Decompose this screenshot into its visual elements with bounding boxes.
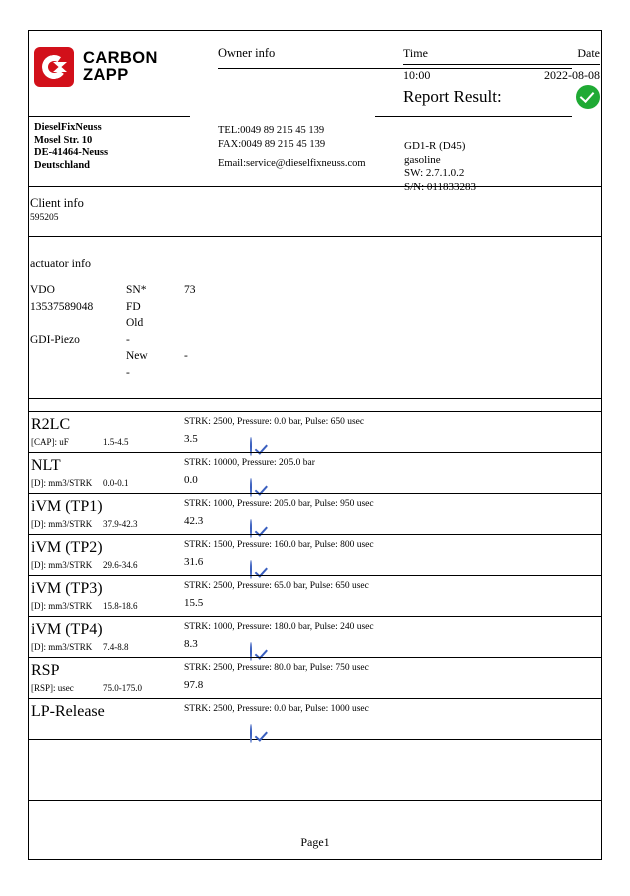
test-name: R2LC bbox=[31, 416, 71, 433]
time-value: 10:00 bbox=[403, 68, 431, 82]
client-divider bbox=[28, 236, 602, 237]
test-range: 75.0-175.0 bbox=[103, 683, 142, 693]
test-value: 8.3 bbox=[184, 638, 198, 650]
test-unit: [D]: mm3/STRK bbox=[31, 519, 93, 529]
test-row bbox=[28, 575, 602, 616]
actuator-cell: GDI-Piezo bbox=[30, 333, 80, 346]
owner-info-label: Owner info bbox=[218, 46, 276, 60]
test-range: 37.9-42.3 bbox=[103, 519, 138, 529]
test-range: 29.6-34.6 bbox=[103, 560, 138, 570]
owner-info-block bbox=[218, 46, 398, 69]
actuator-cell: New bbox=[126, 350, 148, 362]
test-name: RSP bbox=[31, 662, 60, 679]
test-value: 31.6 bbox=[184, 556, 204, 568]
device-model: GD1-R (D45) bbox=[404, 140, 466, 152]
actuator-row bbox=[30, 299, 430, 316]
actuator-divider bbox=[28, 398, 602, 399]
device-serial-number: S/N: 011833283 bbox=[404, 180, 477, 193]
actuator-cell: - bbox=[126, 333, 130, 346]
test-params: STRK: 1000, Pressure: 205.0 bar, Pulse: 950 usec bbox=[184, 499, 374, 509]
test-params: STRK: 2500, Pressure: 65.0 bar, Pulse: 650 usec bbox=[184, 581, 369, 591]
report-result-pass-icon bbox=[576, 85, 600, 109]
actuator-row bbox=[30, 365, 430, 382]
actuator-cell: 13537589048 bbox=[30, 300, 94, 313]
logo-wordmark bbox=[83, 50, 158, 84]
time-date-divider bbox=[375, 68, 572, 69]
company-contact bbox=[218, 124, 366, 171]
test-name: NLT bbox=[31, 457, 61, 474]
test-status-pending-icon bbox=[250, 724, 252, 743]
address-line-1: DieselFixNeuss bbox=[34, 122, 102, 133]
actuator-cell bbox=[30, 365, 126, 382]
test-params: STRK: 10000, Pressure: 205.0 bar bbox=[184, 458, 315, 468]
address-line-4: Deutschland bbox=[34, 159, 91, 171]
actuator-info-title: actuator info bbox=[30, 256, 91, 270]
test-row bbox=[28, 452, 602, 493]
result-divider bbox=[375, 116, 572, 117]
test-row bbox=[28, 698, 602, 739]
carbon-zapp-logo-icon bbox=[34, 47, 74, 87]
test-row bbox=[28, 493, 602, 534]
test-unit: [D]: mm3/STRK bbox=[31, 478, 93, 488]
test-value: 97.8 bbox=[184, 679, 204, 691]
actuator-cell: VDO bbox=[30, 284, 55, 296]
test-unit: [D]: mm3/STRK bbox=[31, 601, 93, 611]
actuator-cell: 73 bbox=[184, 284, 196, 296]
logo-divider bbox=[28, 116, 190, 117]
report-result-block bbox=[403, 85, 600, 109]
actuator-cell: FD bbox=[126, 300, 141, 313]
company-address bbox=[34, 122, 108, 172]
actuator-cell bbox=[184, 332, 304, 349]
page-number: Page1 bbox=[300, 835, 330, 849]
test-params: STRK: 1500, Pressure: 160.0 bar, Pulse: 800 usec bbox=[184, 540, 374, 550]
actuator-info-table bbox=[30, 282, 430, 381]
actuator-row bbox=[30, 315, 430, 332]
test-name: iVM (TP4) bbox=[31, 621, 103, 638]
test-params: STRK: 2500, Pressure: 80.0 bar, Pulse: 750 usec bbox=[184, 663, 369, 673]
client-info-label: Client info bbox=[30, 196, 84, 210]
test-range: 0.0-0.1 bbox=[103, 478, 129, 488]
device-software-version: SW: 2.7.1.0.2 bbox=[404, 167, 465, 179]
test-unit: [D]: mm3/STRK bbox=[31, 560, 93, 570]
actuator-cell bbox=[30, 348, 126, 365]
time-date-block bbox=[403, 46, 600, 83]
test-results-list bbox=[28, 411, 602, 740]
actuator-row bbox=[30, 282, 430, 299]
test-value: 3.5 bbox=[184, 433, 198, 445]
time-date-rule-top bbox=[403, 64, 600, 65]
actuator-row bbox=[30, 348, 430, 365]
test-unit: [RSP]: usec bbox=[31, 683, 74, 693]
device-info bbox=[404, 140, 476, 194]
test-name: iVM (TP1) bbox=[31, 498, 103, 515]
actuator-cell bbox=[184, 299, 304, 316]
report-result-label: Report Result: bbox=[403, 87, 502, 106]
test-range: 15.8-18.6 bbox=[103, 601, 138, 611]
date-label: Date bbox=[577, 46, 600, 60]
device-fuel: gasoline bbox=[404, 153, 441, 166]
owner-info-rule bbox=[218, 68, 393, 69]
logo-line-2: ZAPP bbox=[83, 66, 129, 84]
actuator-cell bbox=[184, 315, 304, 332]
test-row bbox=[28, 534, 602, 575]
test-params: STRK: 2500, Pressure: 0.0 bar, Pulse: 1000 usec bbox=[184, 704, 369, 714]
test-unit: [D]: mm3/STRK bbox=[31, 642, 93, 652]
test-range: 1.5-4.5 bbox=[103, 437, 129, 447]
test-unit: [CAP]: uF bbox=[31, 437, 69, 447]
actuator-row bbox=[30, 332, 430, 349]
contact-email: Email:service@dieselfixneuss.com bbox=[218, 158, 366, 169]
company-logo bbox=[34, 44, 184, 90]
test-row bbox=[28, 657, 602, 698]
address-line-2: Mosel Str. 10 bbox=[34, 134, 93, 146]
test-name: LP-Release bbox=[31, 703, 105, 720]
contact-fax: FAX:0049 89 215 45 139 bbox=[218, 139, 326, 150]
actuator-cell: - bbox=[184, 350, 188, 362]
client-info bbox=[30, 196, 84, 223]
address-line-3: DE-41464-Neuss bbox=[34, 147, 109, 158]
footer-divider bbox=[28, 800, 602, 801]
tests-bottom-divider bbox=[28, 739, 602, 740]
test-row bbox=[28, 616, 602, 657]
logo-line-1: CARBON bbox=[83, 49, 158, 67]
test-params: STRK: 2500, Pressure: 0.0 bar, Pulse: 650 usec bbox=[184, 417, 365, 427]
actuator-cell: SN* bbox=[126, 284, 147, 296]
test-row bbox=[28, 411, 602, 452]
client-number: 595205 bbox=[30, 213, 59, 223]
actuator-cell bbox=[30, 315, 126, 332]
actuator-cell bbox=[184, 365, 304, 382]
contact-divider bbox=[28, 186, 602, 187]
date-value: 2022-08-08 bbox=[544, 68, 600, 82]
test-value: 0.0 bbox=[184, 474, 198, 486]
test-name: iVM (TP3) bbox=[31, 580, 103, 597]
test-params: STRK: 1000, Pressure: 180.0 bar, Pulse: 240 usec bbox=[184, 622, 374, 632]
test-range: 7.4-8.8 bbox=[103, 642, 129, 652]
test-value: 42.3 bbox=[184, 515, 204, 527]
actuator-cell: Old bbox=[126, 317, 144, 329]
time-label: Time bbox=[403, 46, 428, 60]
contact-tel: TEL:0049 89 215 45 139 bbox=[218, 125, 325, 136]
test-name: iVM (TP2) bbox=[31, 539, 103, 556]
actuator-cell: - bbox=[126, 366, 130, 379]
test-value: 15.5 bbox=[184, 597, 204, 609]
